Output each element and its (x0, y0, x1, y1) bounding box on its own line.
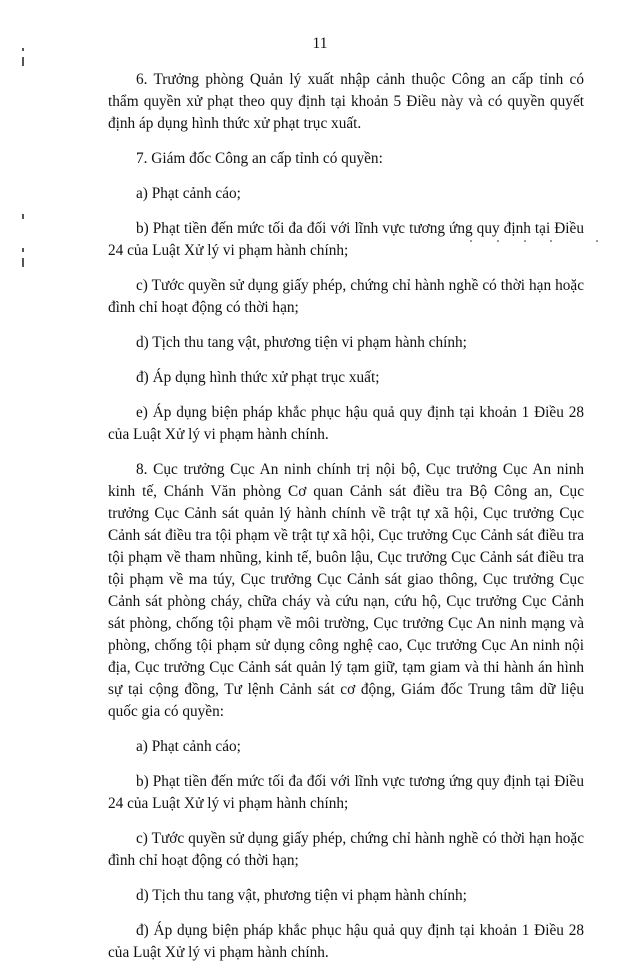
body-text (108, 69, 584, 977)
paragraph-6: 6. Trưởng phòng Quản lý xuất nhập cảnh thuộc Công an cấp tỉnh có thẩm quyền xử phạt theo quy định tại khoản 5 Điều này và có quyền quyết định áp dụng hình thức xử phạt trục xuất. (108, 71, 584, 132)
item-8c: c) Tước quyền sử dụng giấy phép, chứng chỉ hành nghề có thời hạn hoặc đình chỉ hoạt động có thời hạn; (108, 830, 584, 869)
paragraph-8: 8. Cục trưởng Cục An ninh chính trị nội bộ, Cục trưởng Cục An ninh kinh tế, Chánh Văn phòng Cơ quan Cảnh sát điều tra Bộ Công an, Cục trưởng Cục Cảnh sát quản lý hành chính về trật tự xã hội, Cục trưởng Cục Cảnh sát điều tra tội phạm về trật tự xã hội, Cục trưởng Cục Cảnh sát điều tra tội phạm về tham nhũng, kinh tế, buôn lậu, Cục trưởng Cục Cảnh sát điều tra tội phạm về ma túy, Cục trưởng Cục Cảnh sát giao thông, Cục trưởng Cục Cảnh sát phòng cháy, chữa cháy và cứu nạn, cứu hộ, Cục trưởng Cục Cảnh sát phòng, chống tội phạm về môi trường, Cục trưởng Cục An ninh mạng và phòng, chống tội phạm sử dụng công nghệ cao, Cục trưởng Cục An ninh nội địa, Cục trưởng Cục Cảnh sát quản lý tạm giữ, tạm giam và thi hành án hình sự tại cộng đồng, Tư lệnh Cảnh sát cơ động, Giám đốc Trung tâm dữ liệu quốc gia có quyền: (108, 461, 584, 720)
page-number: 11 (312, 35, 328, 52)
scan-mark (22, 57, 24, 66)
item-7c: c) Tước quyền sử dụng giấy phép, chứng chỉ hành nghề có thời hạn hoặc đình chỉ hoạt động có thời hạn; (108, 277, 584, 316)
paragraph-7: 7. Giám đốc Công an cấp tỉnh có quyền: (136, 150, 383, 167)
item-7dd: đ) Áp dụng hình thức xử phạt trục xuất; (136, 369, 380, 386)
scan-mark (22, 214, 24, 219)
scan-mark (22, 248, 24, 252)
item-7e: e) Áp dụng biện pháp khắc phục hậu quả quy định tại khoản 1 Điều 28 của Luật Xử lý vi phạm hành chính. (108, 404, 584, 443)
scan-mark (22, 258, 24, 267)
item-8d: d) Tịch thu tang vật, phương tiện vi phạm hành chính; (136, 887, 467, 904)
item-7a: a) Phạt cảnh cáo; (136, 185, 241, 202)
scan-speck (596, 240, 598, 242)
item-7b: b) Phạt tiền đến mức tối đa đối với lĩnh vực tương ứng quy định tại Điều 24 của Luật Xử lý vi phạm hành chính; (108, 220, 584, 259)
item-8dd: đ) Áp dụng biện pháp khắc phục hậu quả quy định tại khoản 1 Điều 28 của Luật Xử lý vi phạm hành chính. (108, 922, 584, 961)
item-8b: b) Phạt tiền đến mức tối đa đối với lĩnh vực tương ứng quy định tại Điều 24 của Luật Xử lý vi phạm hành chính; (108, 773, 584, 812)
item-7d: d) Tịch thu tang vật, phương tiện vi phạm hành chính; (136, 334, 467, 351)
item-8a: a) Phạt cảnh cáo; (136, 738, 241, 755)
